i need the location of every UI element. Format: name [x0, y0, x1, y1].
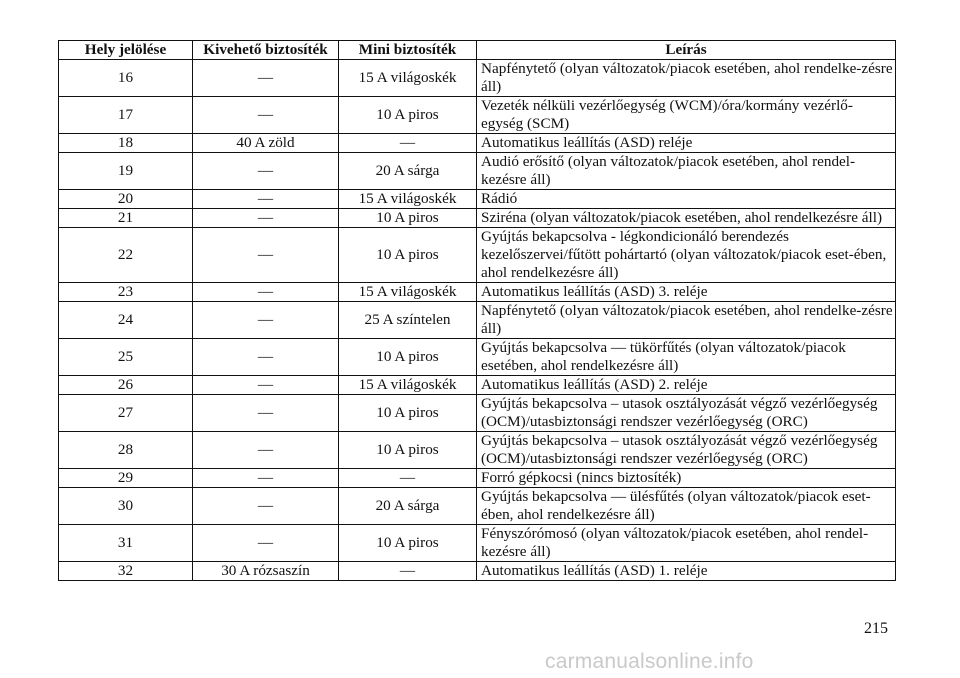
cell-description: Napfénytető (olyan változatok/piacok esetében, ahol rendelke-zésre áll)	[477, 60, 896, 97]
cell-cartridge-fuse: —	[193, 469, 339, 488]
cell-description: Rádió	[477, 190, 896, 209]
cell-cartridge-fuse: —	[193, 432, 339, 469]
cell-description: Automatikus leállítás (ASD) 1. reléje	[477, 562, 896, 581]
cell-position: 22	[59, 228, 193, 283]
header-mini-fuse: Mini biztosíték	[339, 41, 477, 60]
cell-mini-fuse: 10 A piros	[339, 209, 477, 228]
cell-mini-fuse: 10 A piros	[339, 228, 477, 283]
cell-cartridge-fuse: —	[193, 302, 339, 339]
table-body	[59, 60, 896, 581]
cell-description: Gyújtás bekapcsolva - légkondicionáló berendezés kezelőszervei/fűtött pohártartó (olyan változatok/piacok eset-ében, ahol rendelkezésre áll)	[477, 228, 896, 283]
cell-position: 30	[59, 488, 193, 525]
table-row	[59, 134, 896, 153]
cell-position: 21	[59, 209, 193, 228]
cell-description: Forró gépkocsi (nincs biztosíték)	[477, 469, 896, 488]
table-row	[59, 562, 896, 581]
cell-mini-fuse: 15 A világoskék	[339, 283, 477, 302]
cell-position: 31	[59, 525, 193, 562]
table-row	[59, 339, 896, 376]
cell-mini-fuse: 10 A piros	[339, 97, 477, 134]
cell-cartridge-fuse: —	[193, 488, 339, 525]
cell-cartridge-fuse: —	[193, 395, 339, 432]
cell-position: 29	[59, 469, 193, 488]
header-description: Leírás	[477, 41, 896, 60]
cell-position: 18	[59, 134, 193, 153]
cell-description: Gyújtás bekapcsolva – utasok osztályozását végző vezérlőegység (OCM)/utasbiztonsági rendszer vezérlőegység (ORC)	[477, 395, 896, 432]
cell-mini-fuse: 15 A világoskék	[339, 190, 477, 209]
header-cartridge-fuse: Kivehető biztosíték	[193, 41, 339, 60]
cell-cartridge-fuse: —	[193, 228, 339, 283]
cell-position: 20	[59, 190, 193, 209]
cell-cartridge-fuse: —	[193, 525, 339, 562]
cell-description: Sziréna (olyan változatok/piacok esetében, ahol rendelkezésre áll)	[477, 209, 896, 228]
cell-position: 19	[59, 153, 193, 190]
cell-mini-fuse: —	[339, 562, 477, 581]
cell-cartridge-fuse: —	[193, 190, 339, 209]
cell-position: 25	[59, 339, 193, 376]
table-header-row	[59, 41, 896, 60]
cell-mini-fuse: 10 A piros	[339, 525, 477, 562]
cell-mini-fuse: 20 A sárga	[339, 488, 477, 525]
table-row	[59, 153, 896, 190]
cell-position: 27	[59, 395, 193, 432]
cell-position: 32	[59, 562, 193, 581]
cell-position: 23	[59, 283, 193, 302]
cell-cartridge-fuse: —	[193, 97, 339, 134]
cell-description: Fényszórómosó (olyan változatok/piacok esetében, ahol rendel-kezésre áll)	[477, 525, 896, 562]
cell-position: 28	[59, 432, 193, 469]
cell-description: Vezeték nélküli vezérlőegység (WCM)/óra/kormány vezérlő-egység (SCM)	[477, 97, 896, 134]
cell-position: 17	[59, 97, 193, 134]
page-number: 215	[864, 620, 888, 637]
cell-cartridge-fuse: —	[193, 339, 339, 376]
table-row	[59, 97, 896, 134]
table-row	[59, 525, 896, 562]
cell-description: Automatikus leállítás (ASD) 2. reléje	[477, 376, 896, 395]
cell-mini-fuse: 15 A világoskék	[339, 376, 477, 395]
cell-cartridge-fuse: —	[193, 60, 339, 97]
cell-description: Napfénytető (olyan változatok/piacok esetében, ahol rendelke-zésre áll)	[477, 302, 896, 339]
cell-position: 16	[59, 60, 193, 97]
cell-mini-fuse: 10 A piros	[339, 339, 477, 376]
fuse-table	[58, 40, 896, 581]
table-row	[59, 228, 896, 283]
cell-position: 24	[59, 302, 193, 339]
cell-mini-fuse: 15 A világoskék	[339, 60, 477, 97]
cell-mini-fuse: 10 A piros	[339, 432, 477, 469]
cell-cartridge-fuse: —	[193, 209, 339, 228]
cell-mini-fuse: 10 A piros	[339, 395, 477, 432]
cell-mini-fuse: 25 A színtelen	[339, 302, 477, 339]
cell-description: Gyújtás bekapcsolva — tükörfűtés (olyan változatok/piacok esetében, ahol rendelkezésre áll)	[477, 339, 896, 376]
cell-description: Gyújtás bekapcsolva – utasok osztályozását végző vezérlőegység (OCM)/utasbiztonsági rendszer vezérlőegység (ORC)	[477, 432, 896, 469]
cell-position: 26	[59, 376, 193, 395]
cell-cartridge-fuse: 30 A rózsaszín	[193, 562, 339, 581]
table-row	[59, 190, 896, 209]
cell-mini-fuse: —	[339, 469, 477, 488]
table-row	[59, 283, 896, 302]
table-row	[59, 432, 896, 469]
cell-cartridge-fuse: —	[193, 283, 339, 302]
watermark-text: carmanualsonline.info	[545, 650, 754, 673]
cell-description: Automatikus leállítás (ASD) reléje	[477, 134, 896, 153]
cell-mini-fuse: 20 A sárga	[339, 153, 477, 190]
table-row	[59, 60, 896, 97]
cell-description: Audió erősítő (olyan változatok/piacok esetében, ahol rendel-kezésre áll)	[477, 153, 896, 190]
cell-description: Gyújtás bekapcsolva — ülésfűtés (olyan változatok/piacok eset-ében, ahol rendelkezésre áll)	[477, 488, 896, 525]
table-row	[59, 488, 896, 525]
table-row	[59, 395, 896, 432]
cell-cartridge-fuse: —	[193, 153, 339, 190]
table-row	[59, 469, 896, 488]
cell-description: Automatikus leállítás (ASD) 3. reléje	[477, 283, 896, 302]
cell-cartridge-fuse: 40 A zöld	[193, 134, 339, 153]
header-position: Hely jelölése	[59, 41, 193, 60]
table-row	[59, 209, 896, 228]
cell-mini-fuse: —	[339, 134, 477, 153]
cell-cartridge-fuse: —	[193, 376, 339, 395]
table-row	[59, 302, 896, 339]
table-row	[59, 376, 896, 395]
